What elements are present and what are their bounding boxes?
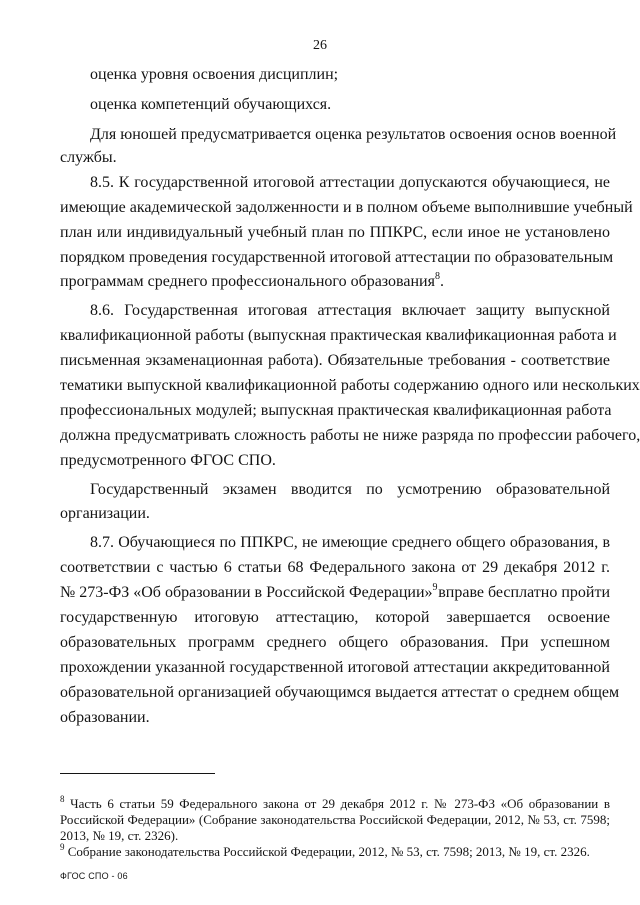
body-line: организации. xyxy=(60,505,150,522)
body-line: 8.7. Обучающиеся по ППКРС, не имеющие среднего общего образования, в xyxy=(90,534,610,551)
body-line: 8.6. Государственная итоговая аттестация включает защиту выпускной xyxy=(90,302,610,319)
body-line: 8.5. К государственной итоговой аттестации допускаются обучающиеся, не xyxy=(90,174,610,191)
body-line xyxy=(60,583,610,603)
period: . xyxy=(439,273,444,290)
body-line: порядком проведения государственной итоговой аттестации по образовательным xyxy=(60,249,614,266)
body-line: должна предусматривать сложность работы не ниже разряда по профессии рабочего, xyxy=(60,427,640,444)
footnote-8-line2: Российской Федерации» (Собрание законодательства Российской Федерации, 2012, № 53, ст. 7598; xyxy=(60,812,610,827)
body-line: образовательной организацией обучающимся выдается аттестат о среднем общем xyxy=(60,684,620,701)
body-line: имеющие академической задолженности и в полном объеме выполнившие учебный xyxy=(60,199,633,216)
body-line: письменная экзаменационная работа). Обязательные требования - соответствие xyxy=(60,352,610,369)
body-line-text: № 273-ФЗ «Об образовании в Российской Федерации» xyxy=(60,584,433,601)
document-code: ФГОС СПО - 06 xyxy=(60,871,128,881)
body-line: образовательных программ среднего общего образования. При успешном xyxy=(60,634,610,651)
footnote-mark: 9 xyxy=(60,841,65,852)
footnote-8 xyxy=(60,793,611,812)
body-line: прохождении указанной государственной итоговой аттестации аккредитованной xyxy=(60,659,610,676)
body-line: соответствии с частью 6 статьи 68 Федерального закона от 29 декабря 2012 г. xyxy=(60,559,610,576)
footnote-mark: 8 xyxy=(60,793,65,804)
footnote-9 xyxy=(60,841,590,860)
body-line-left xyxy=(60,583,438,603)
footnote-text: Часть 6 статьи 59 Федерального закона от 29 декабря 2012 г. № 273-ФЗ «Об образовании в xyxy=(70,796,611,811)
footnote-separator xyxy=(60,773,215,774)
page-number: 26 xyxy=(313,38,327,53)
body-line: Для юношей предусматривается оценка результатов освоения основ военной xyxy=(90,126,617,143)
footnote-8-line3: 2013, № 19, ст. 2326). xyxy=(60,828,179,843)
body-line-text: программам среднего профессионального образования xyxy=(60,273,435,290)
body-line: квалификационной работы (выпускная практическая квалификационная работа и xyxy=(60,327,617,344)
body-line: оценка компетенций обучающихся. xyxy=(90,96,332,113)
body-line: профессиональных модулей; выпускная практическая квалификационная работа xyxy=(60,402,612,419)
body-line: предусмотренного ФГОС СПО. xyxy=(60,452,276,469)
body-line: план или индивидуальный учебный план по ППКРС, если иное не установлено xyxy=(60,224,610,241)
body-line: тематики выпускной квалификационной работы содержанию одного или нескольких xyxy=(60,377,640,394)
footnote-ref-9[interactable]: 9 xyxy=(432,581,438,593)
body-line: государственную итоговую аттестацию, которой завершается освоение xyxy=(60,609,610,626)
footnote-ref-8[interactable]: 8 xyxy=(434,270,440,282)
body-line: образовании. xyxy=(60,709,150,726)
body-line: службы. xyxy=(60,149,117,166)
body-line xyxy=(60,272,444,292)
body-line-right: вправе бесплатно пройти xyxy=(438,584,610,601)
body-line: оценка уровня освоения дисциплин; xyxy=(90,66,339,83)
body-line: Государственный экзамен вводится по усмотрению образовательной xyxy=(90,481,610,498)
footnote-text: Собрание законодательства Российской Федерации, 2012, № 53, ст. 7598; 2013, № 19, ст. 2326. xyxy=(67,844,590,859)
